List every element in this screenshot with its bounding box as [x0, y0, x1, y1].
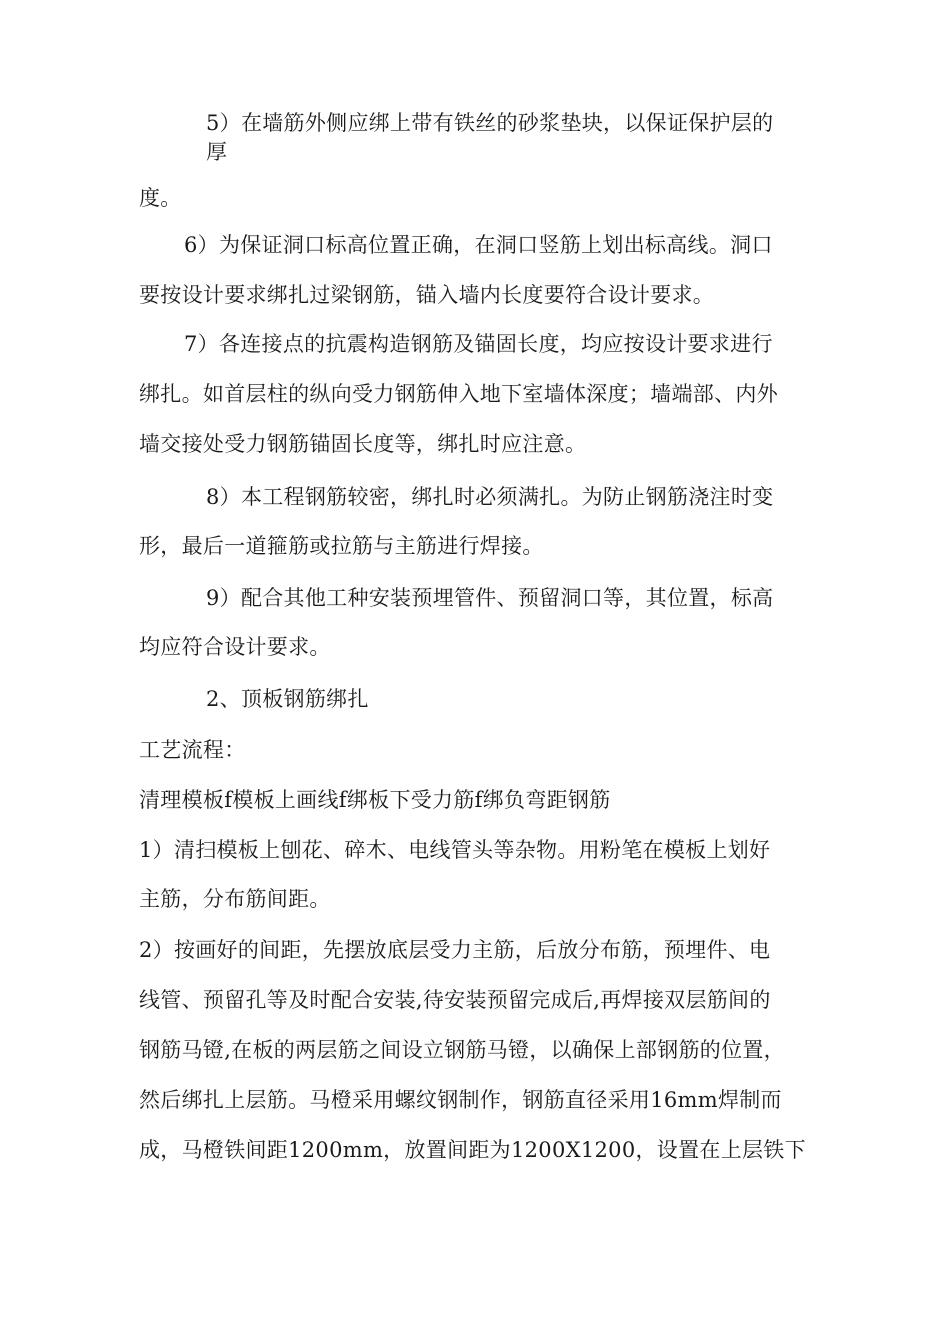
- paragraph-line: 成，马橙铁间距1200mm，放置间距为1200X1200，设置在上层铁下: [139, 1138, 806, 1162]
- paragraph-line: 钢筋马镫,在板的两层筋之间设立钢筋马镫，以确保上部钢筋的位置，: [139, 1038, 785, 1062]
- paragraph-line: 6）为保证洞口标高位置正确，在洞口竖筋上划出标高线。洞口: [184, 233, 773, 257]
- section-heading: 2、顶板钢筋绑扎: [206, 687, 369, 711]
- paragraph-line: 清理模板f模板上画线f绑板下受力筋f绑负弯距钢筋: [139, 788, 611, 812]
- paragraph-line: 绑扎。如首层柱的纵向受力钢筋伸入地下室墙体深度；墙端部、内外: [139, 382, 778, 406]
- paragraph-line: 8）本工程钢筋较密，绑扎时必须满扎。为防止钢筋浇注时变: [206, 485, 774, 509]
- paragraph-line: 然后绑扎上层筋。马橙采用螺纹钢制作，钢筋直径采用16mm焊制而: [139, 1088, 782, 1112]
- paragraph-line: 线管、预留孔等及时配合安装,待安装预留完成后,再焊接双层筋间的: [139, 988, 771, 1012]
- paragraph-line: 均应符合设计要求。: [139, 635, 331, 659]
- paragraph-line: 要按设计要求绑扎过梁钢筋，锚入墙内长度要符合设计要求。: [139, 283, 715, 307]
- paragraph-line: 形，最后一道箍筋或拉筋与主筋进行焊接。: [139, 534, 544, 558]
- paragraph-line: 工艺流程：: [139, 738, 246, 762]
- paragraph-line: 7）各连接点的抗震构造钢筋及锚固长度，均应按设计要求进行: [184, 332, 773, 356]
- paragraph-line: 9）配合其他工种安装预埋管件、预留洞口等，其位置，标高: [206, 586, 774, 610]
- paragraph-line: 墙交接处受力钢筋锚固长度等，绑扎时应注意。: [139, 432, 587, 456]
- paragraph-line: 度。: [139, 186, 182, 210]
- paragraph-line: 5）在墙筋外侧应绑上带有铁丝的砂浆垫块，以保证保护层的: [206, 111, 774, 135]
- paragraph-line: 2）按画好的间距，先摆放底层受力主筋，后放分布筋，预埋件、电: [139, 938, 771, 962]
- paragraph-line: 厚: [206, 140, 228, 164]
- paragraph-line: 1）清扫模板上刨花、碎木、电线管头等杂物。用粉笔在模板上划好: [139, 838, 771, 862]
- paragraph-line: 主筋，分布筋间距。: [139, 887, 331, 911]
